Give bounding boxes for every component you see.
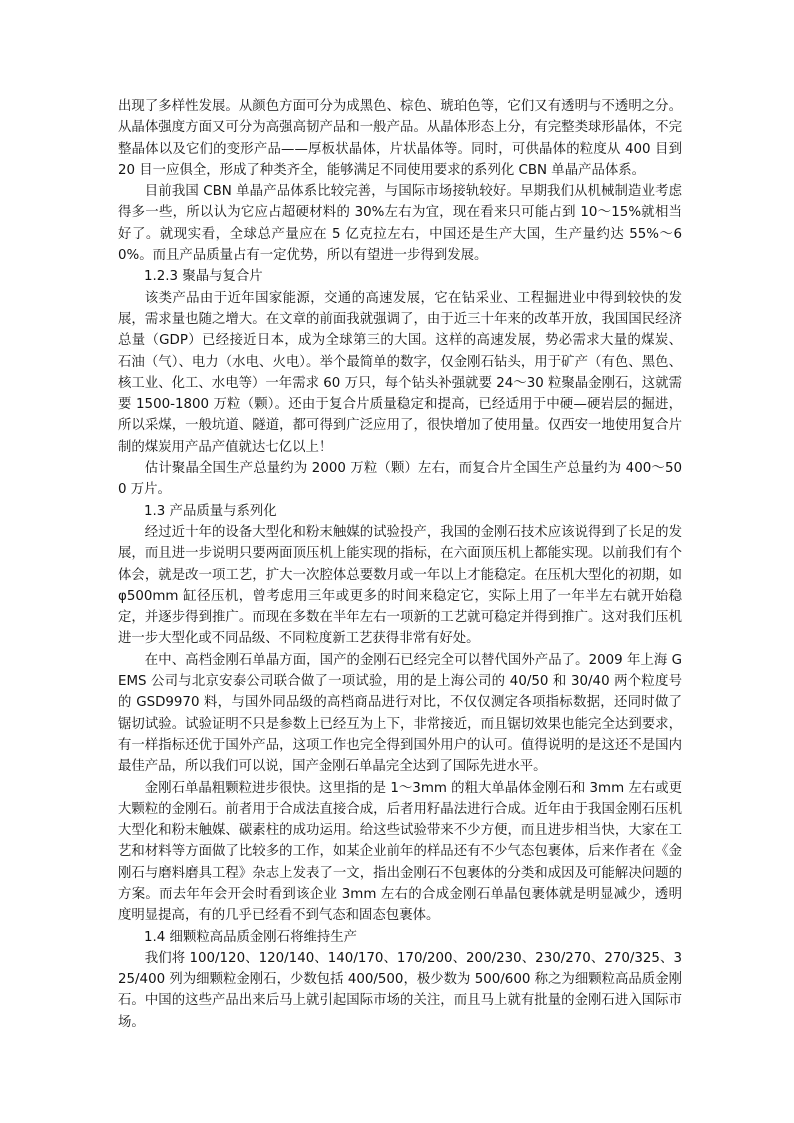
paragraph-coarse-crystal: 金刚石单晶粗颗粒进步很快。这里指的是 1～3mm 的粗大单晶体金刚石和 3mm 左右或更大颗粒的金刚石。前者用于合成法直接合成，后者用籽晶法进行合成。近年由于我国金刚石压机大型化和粉末触媒、碳素柱的成功运用。给这些试验带来不少方便，而且进步相当快，大家在工艺和材料等方面做了比较多的工作，如某企业前年的样品还有不少气态包裹体，后来作者在《金刚石与磨料磨具工程》杂志上发表了一文，指出金刚石不包裹体的分类和成因及可能解决问题的方案。而去年年会开会时看到该企业 3mm 左右的合成金刚石单晶包裹体就是明显减少，透明度明显提高，有的几乎已经看不到气态和固态包裹体。 (118, 780, 682, 924)
paragraph-polycrystal-demand: 该类产品由于近年国家能源，交通的高速发展，它在钻采业、工程掘进业中得到较快的发展，需求量也随之增大。在文章的前面我就强调了，由于近三十年来的改革开放，我国国民经济总量（GDP）已经接近日本，成为全球第三的大国。这样的高速发展，势必需求大量的煤炭、石油（气）、电力（水电、火电）。举个最简单的数字，仅金刚石钻头，用于矿产（有色、黑色、核工业、化工、水电等）一年需求 60 万只，每个钻头补强就要 24～30 粒聚晶金刚石，这就需要 1500-1800 万粒（颗）。还由于复合片质量稳定和提高，已经适用于中硬—硬岩层的掘进，所以采煤，一般坑道、隧道，都可得到广泛应用了，很快增加了使用量。仅西安一地使用复合片制的煤炭用产品产值就达七亿以上！ (118, 290, 682, 455)
paragraph-fine-grain: 我们将 100/120、120/140、140/170、170/200、200/230、230/270、270/325、325/400 列为细颗粒金刚石，少数包括 400/500，极少数为 500/600 称之为细颗粒高品质金刚石。中国的这些产品出来后马上就引起国际市场的关注，而且马上就有批量的金刚石进入国际市场。 (118, 950, 682, 1030)
paragraph-equipment-scaling: 经过近十年的设备大型化和粉末触媒的试验投产，我国的金刚石技术应该说得到了长足的发展，而且进一步说明只要两面顶压机上能实现的指标，在六面顶压机上都能实现。以前我们有个体会，就是改一项工艺，扩大一次腔体总要数月或一年以上才能稳定。在压机大型化的初期，如φ500mm 缸径压机，曾考虑用三年或更多的时间来稳定它，实际上用了一年半左右就开始稳定，并逐步得到推广。而现在多数在半年左右一项新的工艺就可稳定并得到推广。这对我们压机进一步大型化或不同品级、不同粒度新工艺获得非常有好处。 (118, 524, 682, 647)
paragraph-domestic-quality: 在中、高档金刚石单晶方面，国产的金刚石已经完全可以替代国外产品了。2009 年上海 GEMS 公司与北京安泰公司联合做了一项试验，用的是上海公司的 40/50 和 30/40 两个粒度号的 GSD9970 料，与国外同品级的高档商品进行对比，不仅仅测定各项指标数据，还同时做了锯切试验。试验证明不只是参数上已经互为上下，非常接近，而且锯切效果也能完全达到要求，有一样指标还优于国外产品，这项工作也完全得到国外用户的认可。值得说明的是这还不是国内最佳产品，所以我们可以说，国产金刚石单晶完全达到了国际先进水平。 (118, 652, 682, 775)
section-heading-1-2-3: 1.2.3 聚晶与复合片 (144, 269, 263, 285)
section-heading-1-3: 1.3 产品质量与系列化 (144, 503, 277, 519)
paragraph-cbn-system: 目前我国 CBN 单晶产品体系比较完善，与国际市场接轨较好。早期我们从机械制造业考虑得多一些，所以认为它应占超硬材料的 30%左右为宜，现在看来只可能占到 10～15%就相当好了。就现实看，全球总产量应在 5 亿克拉左右，中国还是生产大国，生产量约达 55%～60%。而且产品质量占有一定优势，所以有望进一步得到发展。 (118, 184, 682, 264)
section-heading-1-4: 1.4 细颗粒高品质金刚石将维持生产 (144, 929, 358, 945)
paragraph-cbn-variety: 出现了多样性发展。从颜色方面可分为成黑色、棕色、琥珀色等，它们又有透明与不透明之分。从晶体强度方面又可分为高强高韧产品和一般产品。从晶体形态上分，有完整类球形晶体，不完整晶体以及它们的变形产品——厚板状晶体，片状晶体等。同时，可供晶体的粒度从 400 目到 20 目一应俱全，形成了种类齐全，能够满足不同使用要求的系列化 CBN 单晶产品体系。 (118, 99, 682, 178)
document-page (118, 96, 682, 1033)
paragraph-polycrystal-output: 估计聚晶全国生产总量约为 2000 万粒（颗）左右，而复合片全国生产总量约为 400～500 万片。 (118, 461, 682, 498)
